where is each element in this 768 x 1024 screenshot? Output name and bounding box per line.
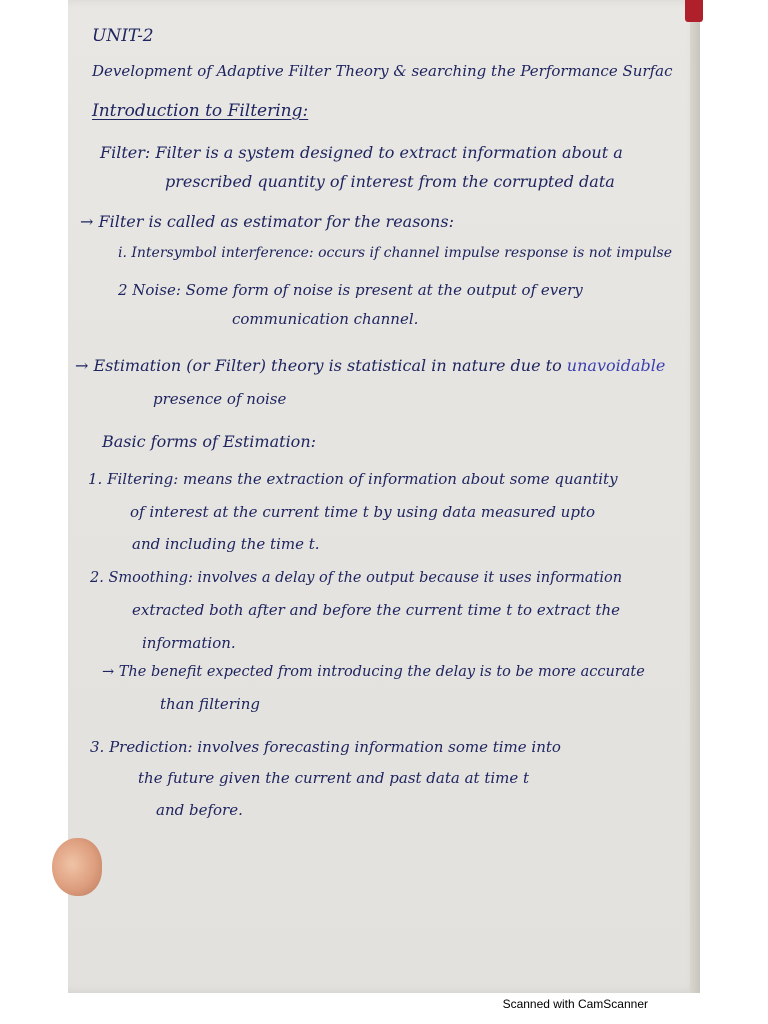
prediction-line-1: 3. Prediction: involves forecasting information some time into <box>90 738 561 756</box>
reason-1: i. Intersymbol interference: occurs if channel impulse response is not impulse <box>118 245 673 261</box>
filter-definition-line-1: Filter: Filter is a system designed to extract information about a <box>100 143 623 162</box>
thumb <box>52 838 102 896</box>
reason-2-line-1: 2 Noise: Some form of noise is present at the output of every <box>118 281 583 299</box>
notebook-cover-edge <box>685 0 703 22</box>
page-edge <box>690 0 700 993</box>
page-title: Development of Adaptive Filter Theory & searching the Performance Surfac <box>92 62 673 80</box>
unit-label: UNIT-2 <box>92 26 154 46</box>
filtering-line-3: and including the time t. <box>132 535 320 553</box>
smoothing-line-3: information. <box>142 634 236 652</box>
estimation-line-1 <box>75 356 665 375</box>
unavoidable-word: unavoidable <box>566 356 666 375</box>
reason-2-line-2: communication channel. <box>232 310 419 328</box>
benefit-line-1: → The benefit expected from introducing the delay is to be more accurate <box>102 664 645 680</box>
filtering-line-2: of interest at the current time t by using data measured upto <box>130 503 596 521</box>
filtering-line-1: 1. Filtering: means the extraction of information about some quantity <box>88 470 618 488</box>
estimator-note: → Filter is called as estimator for the reasons: <box>80 212 454 231</box>
section-heading: Introduction to Filtering: <box>92 101 309 121</box>
filter-definition-line-2: prescribed quantity of interest from the corrupted data <box>165 172 615 191</box>
estimation-line-1-text: → Estimation (or Filter) theory is statistical in nature due to <box>75 356 562 375</box>
prediction-line-2: the future given the current and past data at time t <box>138 769 530 787</box>
prediction-line-3: and before. <box>156 801 243 819</box>
estimation-line-2: presence of noise <box>153 390 287 408</box>
smoothing-line-2: extracted both after and before the current time t to extract the <box>132 601 621 619</box>
benefit-line-2: than filtering <box>160 695 260 713</box>
camscanner-watermark: Scanned with CamScanner <box>502 997 648 1011</box>
basic-forms-heading: Basic forms of Estimation: <box>102 432 317 451</box>
smoothing-line-1: 2. Smoothing: involves a delay of the output because it uses information <box>90 570 623 586</box>
